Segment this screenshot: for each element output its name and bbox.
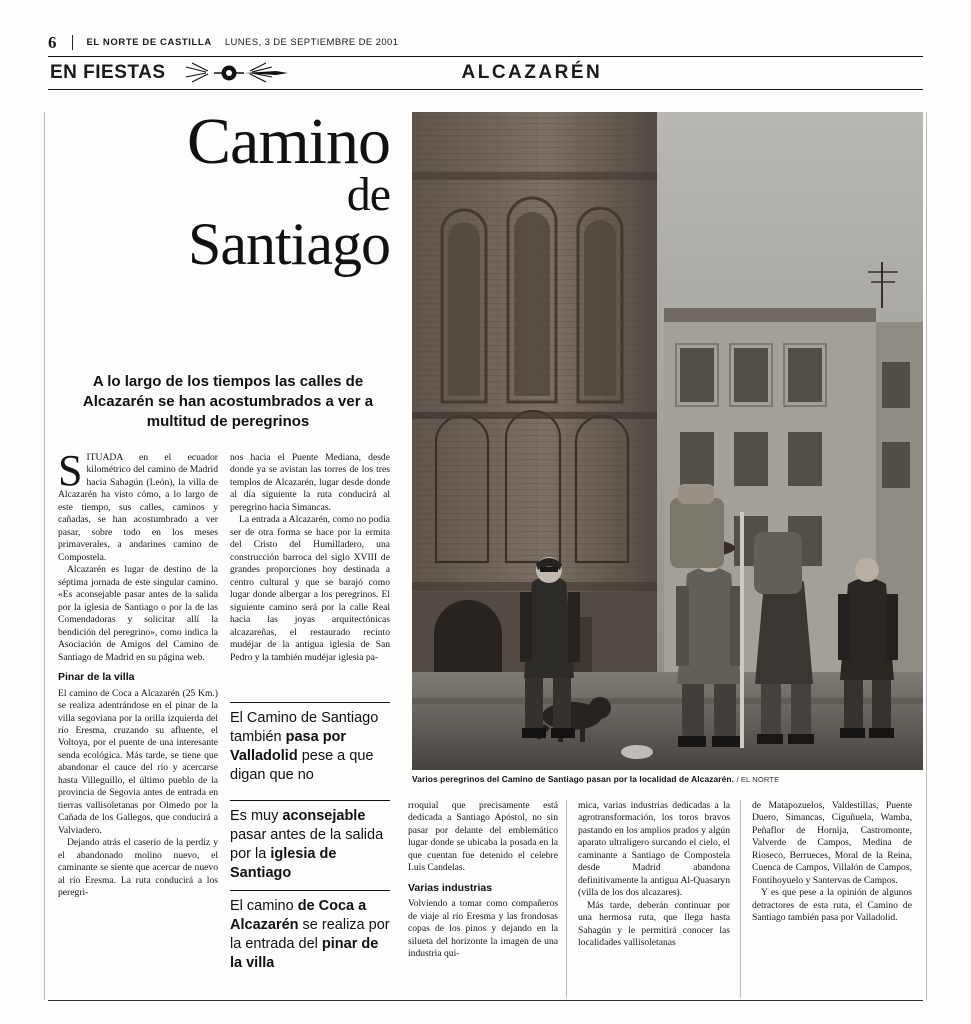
pull-quote-2-bold-a: aconsejable bbox=[282, 808, 366, 824]
paragraph: Volviendo a tomar como compañeros de viaje al río Eresma y las frondosas copas de los pinos y dejando en la silueta del horizonte la imagen de una industria qui- bbox=[408, 898, 558, 960]
column-divider bbox=[44, 112, 45, 1000]
section-label-left: EN FIESTAS bbox=[50, 62, 166, 83]
paper-name: EL NORTE DE CASTILLA bbox=[86, 36, 212, 48]
column-divider bbox=[926, 112, 927, 1000]
paragraph: Dejando atrás el caserío de la perdiz y el abandonado molino nuevo, el caminante se siente que acercar de nuevo al río Eresma. La ruta conducirá a los peregri- bbox=[58, 837, 218, 899]
paragraph: Alcazarén es lugar de destino de la séptima jornada de este singular camino. «Es aconsejable pasar antes de la salida por la iglesia de Santiago o por la de las Comendadoras y solicitar allí la bendición del peregrino», como indica la Asociación de Amigos del Camino de Santiago de Madrid en su página web. bbox=[58, 564, 218, 663]
photo-caption-text: Varios peregrinos del Camino de Santiago pasan por la localidad de Alcazarén. bbox=[412, 774, 735, 784]
standfirst: A lo largo de los tiempos las calles de Alcazarén se han acostumbrados a ver a multitud de peregrinos bbox=[82, 373, 374, 430]
pull-quote-2-bold-b: iglesia de Santiago bbox=[230, 845, 337, 881]
photo-credit: / EL NORTE bbox=[736, 775, 780, 784]
masthead-divider bbox=[72, 35, 73, 50]
pull-quote-1-part-b: pese a que digan que no bbox=[230, 747, 374, 783]
pull-quote-3-bold-a: de Coca a Alcazarén bbox=[230, 898, 367, 933]
page-title bbox=[60, 105, 390, 277]
section-bar bbox=[48, 56, 923, 90]
body-column-4 bbox=[578, 800, 730, 950]
body-column-2 bbox=[230, 452, 390, 664]
paragraph: Y es que pese a la opinión de algunos detractores de esta ruta, el Camino de Santiago también pasa por Valladolid. bbox=[752, 887, 912, 924]
paragraph: rroquial que precisamente está dedicada a Santiago Apóstol, no sin pasar por delante del emblemático lugar donde se ubicaba la posada en la que cuentan fue detenido el celebre Luis Candelas. bbox=[408, 800, 558, 874]
paragraph: mica, varias industrias dedicadas a la agrotransformación, los toros bravos pastando en los amplios prados y algún aparato ultraligero surcando el cielo, el caminante a Santiago de Compostela desde Madrid abandona definitivamente la antigua Al-Quasaryn (villa de los dos alcazares). bbox=[578, 800, 730, 899]
paragraph: El camino de Coca a Alcazarén (25 Km.) se realiza adentrándose en el pinar de la villa segoviana por la orilla izquierda del río Eresma, cruzando su afluente, el Voltoya, por el puente de una interesante senda ecológica. Más tarde, se tiene que abandonar el cauce del río y acercarse hasta Villeguillo, el último pueblo de la provincia de Segovia antes de entrada en tierras vallisoletanas por Olmedo por la Cañada de los Gallegos, que conducirá a Valviadero. bbox=[58, 687, 218, 836]
pull-quote-1-part-a: El Camino de Santiago también bbox=[230, 710, 379, 745]
pull-quote-1 bbox=[230, 702, 390, 784]
paragraph: nos hacia el Puente Mediana, desde donde ya se avistan las torres de los tres templos de Alcazarén, lugar desde donde al día siguiente la ruta conducirá al peregrino hacia Simancas. bbox=[230, 452, 390, 513]
page-number: 6 bbox=[48, 32, 57, 52]
masthead bbox=[48, 30, 923, 54]
article-photo bbox=[412, 112, 923, 770]
subhead-pinar: Pinar de la villa bbox=[58, 670, 135, 683]
headline-line-2: de bbox=[346, 167, 390, 221]
paragraph: Más tarde, deberán continuar por una hermosa ruta, que llega hasta Sahagún y le permitirá conocer las localidades vallisoletanas bbox=[578, 899, 730, 949]
paragraph: de Matapozuelos, Valdestillas, Puente Duero, Simancas, Ciguñuela, Wamba, Peñaflor de Hornija, Castromonte, Valverde de Campos, Medina de Rioseco, Berrueces, Moral de la Reina, Cuenca de Campos, Villalón de Campos, Fontihoyuelo y Santervas de Campos. bbox=[752, 800, 912, 886]
sun-ornament-icon bbox=[184, 61, 294, 85]
pull-quote-2-part-a: Es muy bbox=[230, 808, 283, 824]
pull-quote-2 bbox=[230, 800, 390, 882]
lead-paragraph bbox=[58, 446, 218, 564]
headline-line-3: Santiago bbox=[188, 210, 390, 277]
pull-quote-3 bbox=[230, 890, 390, 972]
pull-quote-3-part-b: se realiza por la entrada del bbox=[230, 916, 390, 952]
body-column-5 bbox=[752, 800, 912, 925]
column-divider bbox=[566, 800, 567, 998]
pull-quote-1-bold: pasa por Valladolid bbox=[230, 728, 347, 764]
section-label-right: ALCAZARÉN bbox=[461, 62, 603, 83]
pull-quote-3-part-a: El camino bbox=[230, 898, 298, 914]
paragraph: La entrada a Alcazarén, como no podía ser de otra forma se hace por la ermita del Cristo del Humilladero, una construcción barroca del siglo XVIII de grandes proporciones hoy destinada a centro cultural y que se barajó como lugar donde albergar a los peregrinos. El siguiente camino será por la calle Real hacia las joyas arquitectónicas alcazareñas, el restaurado recinto mudéjar de la antigua iglesia de San Pedro y la también mudéjar iglesia pa- bbox=[230, 514, 390, 663]
pull-quote-2-part-b: pasar antes de la salida por la bbox=[230, 826, 384, 862]
body-column-3 bbox=[408, 800, 558, 961]
lead-text: ITUADA en el ecuador kilométrico del camino de Madrid hacia Sahagún (León), la villa de Alcazarén ha visto cómo, a lo largo de este tiempo, sus calles, caminos y cañadas, se han acostumbrado a ver pasar, sobre todo en los meses primaverales, a andarines camino de Compostela. bbox=[58, 452, 218, 563]
pull-quote-3-bold-b: pinar de la villa bbox=[230, 935, 379, 971]
headline-line-1: Camino bbox=[187, 105, 390, 178]
issue-date: LUNES, 3 DE SEPTIEMBRE DE 2001 bbox=[224, 36, 399, 48]
drop-cap: S bbox=[58, 446, 83, 495]
column-divider bbox=[740, 800, 741, 998]
photo-caption bbox=[412, 774, 923, 784]
footer-rule bbox=[48, 1000, 923, 1001]
subhead-industrias: Varias industrias bbox=[408, 881, 493, 894]
body-column-1 bbox=[58, 446, 218, 900]
